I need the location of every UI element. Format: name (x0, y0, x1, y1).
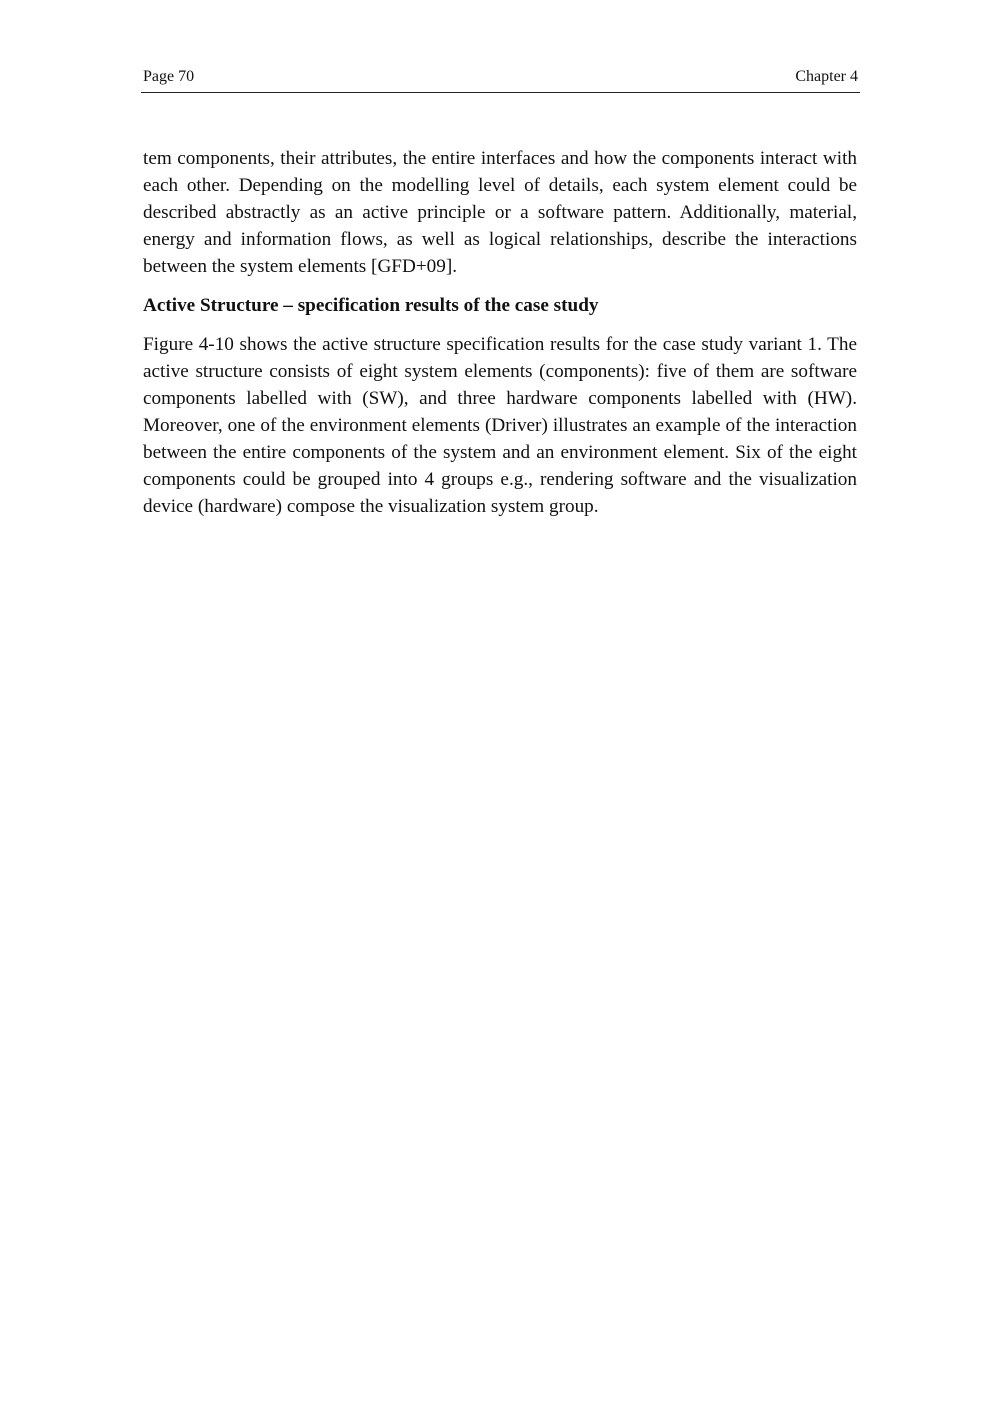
running-header (141, 66, 860, 93)
page-number: Page 70 (143, 68, 195, 85)
paragraph-intro: tem components, their attributes, the entire interfaces and how the components interact with each other. Depending on the modelling level of details, each system element could be described abstractly as an active principle or a software pattern. Additionally, material, energy and information flows, as well as logical relationships, describe the interactions between the system elements [GFD+09]. (143, 148, 857, 277)
chapter-label: Chapter 4 (795, 68, 858, 85)
section-heading: Active Structure – specification results of the case study (143, 295, 599, 316)
body-text (143, 145, 857, 520)
paragraph-active-structure: Figure 4-10 shows the active structure specification results for the case study variant 1. The active structure consists of eight system elements (components): five of them are software components labelled with (SW), and three hardware components labelled with (HW). Moreover, one of the environment elements (Driver) illustrates an example of the interaction between the entire components of the system and an environment element. Six of the eight components could be grouped into 4 groups e.g., rendering software and the visualization device (hardware) compose the visualization system group. (143, 334, 857, 517)
